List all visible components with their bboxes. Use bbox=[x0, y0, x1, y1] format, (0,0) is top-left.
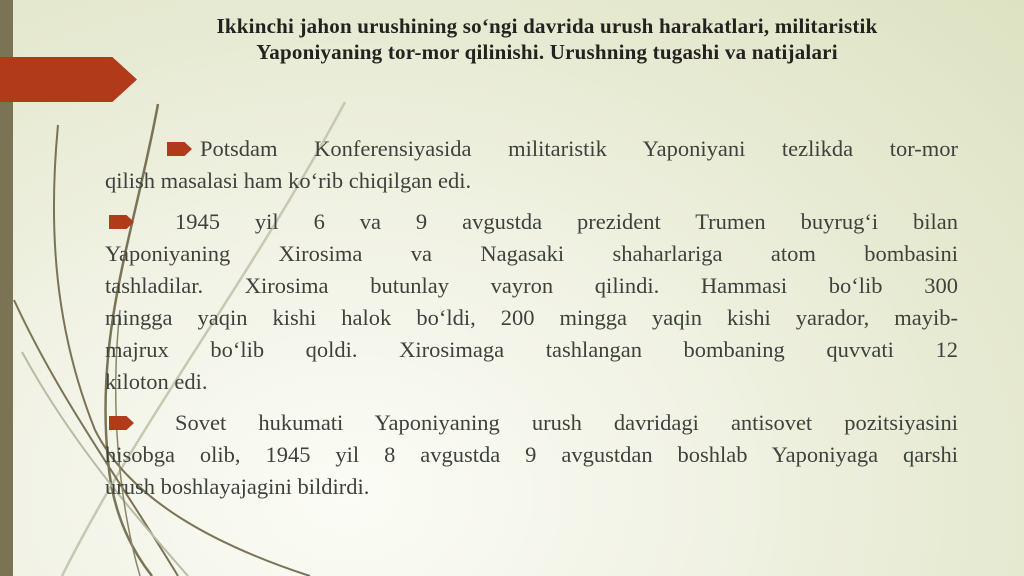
banner-arrow-shape bbox=[0, 57, 137, 102]
bullet-paragraph-soviet bbox=[105, 407, 958, 503]
paragraph-text: Sovet hukumati Yaponiyaning urush davridagi antisovet pozitsiyasini hisobga olib, 1945 yil 8 avgustda 9 avgustdan boshlab Yaponiyaga qarshi urush boshlayajagini bildirdi. bbox=[105, 410, 958, 499]
bullet-paragraph-atom-bomb bbox=[105, 206, 958, 398]
paragraph-text: Potsdam Konferensiyasida militaristik Yaponiyani tezlikda tor-mor qilish masalasi ham ko‘rib chiqilgan edi. bbox=[105, 136, 958, 193]
slide-body bbox=[105, 133, 958, 512]
bullet-paragraph-potsdam bbox=[105, 133, 958, 197]
paragraph-text: 1945 yil 6 va 9 avgustda prezident Trumen buyrug‘i bilan Yaponiyaning Xirosima va Nagasaki shaharlariga atom bombasini tashladilar. Xirosima butunlay vayron qilindi. Hammasi bo‘lib 300 mingga yaqin kishi halok bo‘ldi, 200 mingga yaqin kishi yarador, mayib- majrux bo‘lib qoldi. Xirosimaga tashlangan bombaning quvvati 12 kiloton edi. bbox=[105, 209, 958, 394]
slide-title: Ikkinchi jahon urushining so‘ngi davrida urush harakatlari, militaristik Yaponiyaning tor-mor qilinishi. Urushning tugashi va natijalari bbox=[216, 14, 878, 64]
